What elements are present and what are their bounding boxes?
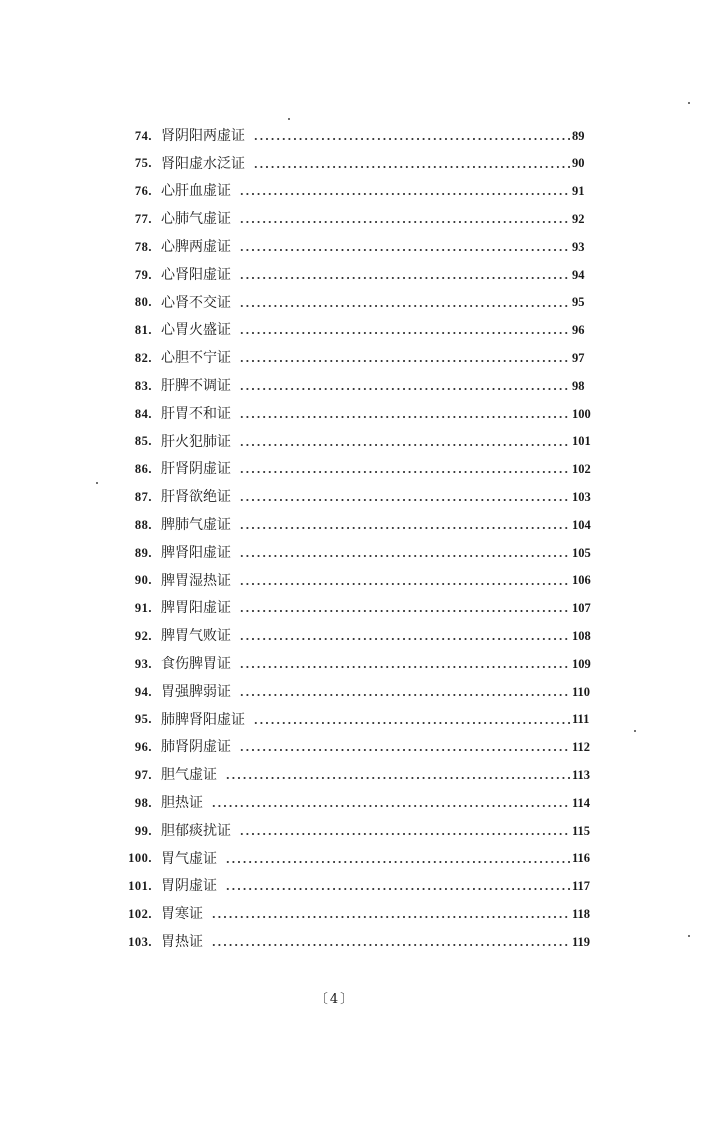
toc-entry: [108, 289, 598, 317]
entry-title: 肝肾欲绝证: [161, 489, 231, 506]
entry-number: 98.: [134, 795, 152, 810]
entry-number: 80.: [134, 295, 152, 310]
entry-number: 92.: [134, 628, 152, 643]
toc-entry: [108, 150, 598, 178]
entry-page-number: 95: [572, 295, 585, 310]
entry-number: 81.: [134, 323, 152, 338]
dot-leader: [253, 129, 570, 143]
scan-speck: [688, 102, 690, 104]
dot-leader: [253, 157, 570, 171]
entry-page-number: 96: [572, 323, 585, 338]
dot-leader: [239, 546, 570, 560]
toc-entry: [108, 372, 598, 400]
toc-entry: [108, 178, 598, 206]
entry-title: 胆郁痰扰证: [161, 822, 231, 839]
dot-leader: [239, 490, 570, 504]
dot-leader: [239, 824, 570, 838]
entry-number: 89.: [134, 545, 152, 560]
toc-entry: [108, 845, 598, 873]
entry-page-number: 115: [572, 823, 591, 838]
entry-title: 胃热证: [161, 934, 203, 950]
scan-speck: [688, 935, 690, 937]
scan-speck: [96, 482, 98, 484]
entry-title: 脾肺气虚证: [161, 517, 231, 534]
entry-number: 83.: [134, 378, 152, 393]
entry-page-number: 91: [572, 184, 585, 199]
entry-number: 94.: [134, 684, 152, 699]
toc-entry: [108, 678, 598, 706]
entry-number: 79.: [134, 267, 152, 282]
entry-title: 肝火犯肺证: [161, 433, 231, 450]
scan-speck: [288, 118, 290, 120]
dot-leader: [239, 323, 570, 337]
toc-entry: [108, 567, 598, 595]
entry-title: 胆气虚证: [161, 767, 217, 784]
dot-leader: [239, 574, 570, 588]
entry-number: 90.: [134, 573, 152, 588]
toc-entry: [108, 734, 598, 762]
entry-page-number: 104: [572, 517, 591, 532]
entry-number: 99.: [134, 823, 152, 838]
entry-page-number: 100: [572, 406, 591, 421]
entry-title: 心肾阳虚证: [161, 266, 231, 283]
dot-leader: [239, 407, 570, 421]
entry-number: 101.: [128, 879, 152, 894]
entry-page-number: 101: [572, 434, 591, 449]
entry-title: 食伤脾胃证: [161, 656, 231, 673]
toc-entry: [108, 122, 598, 150]
entry-title: 心脾两虚证: [161, 239, 231, 256]
dot-leader: [211, 935, 570, 949]
entry-page-number: 107: [572, 601, 591, 616]
toc-entry: [108, 706, 598, 734]
entry-number: 88.: [134, 517, 152, 532]
dot-leader: [239, 685, 570, 699]
dot-leader: [239, 351, 570, 365]
entry-page-number: 93: [572, 239, 585, 254]
entry-number: 75.: [134, 156, 152, 171]
toc-entry: [108, 595, 598, 623]
dot-leader: [239, 268, 570, 282]
entry-number: 82.: [134, 351, 152, 366]
toc-entry: [108, 400, 598, 428]
entry-number: 91.: [134, 601, 152, 616]
entry-page-number: 119: [572, 934, 591, 949]
entry-title: 心胆不宁证: [161, 350, 231, 367]
toc-entry: [108, 456, 598, 484]
entry-number: 103.: [128, 934, 152, 949]
dot-leader: [239, 184, 570, 198]
entry-page-number: 110: [572, 684, 591, 699]
toc-entry: [108, 261, 598, 289]
toc-entry: [108, 317, 598, 345]
dot-leader: [239, 296, 570, 310]
toc-entry: [108, 900, 598, 928]
entry-title: 胃寒证: [161, 906, 203, 923]
entry-number: 100.: [128, 851, 152, 866]
toc-entry: [108, 344, 598, 372]
dot-leader: [211, 907, 570, 921]
toc-entry: [108, 789, 598, 817]
entry-title: 心胃火盛证: [161, 322, 231, 339]
table-of-contents: [108, 122, 598, 956]
entry-number: 95.: [134, 712, 152, 727]
dot-leader: [239, 518, 570, 532]
entry-page-number: 112: [572, 740, 591, 755]
toc-entry: [108, 622, 598, 650]
dot-leader: [239, 462, 570, 476]
entry-title: 肾阴阳两虚证: [161, 127, 245, 144]
page-number: 〔4〕: [314, 992, 356, 1007]
toc-entry: [108, 817, 598, 845]
entry-title: 脾肾阳虚证: [161, 544, 231, 561]
entry-number: 77.: [134, 212, 152, 227]
entry-title: 心肝血虚证: [161, 183, 231, 200]
entry-page-number: 94: [572, 267, 585, 282]
entry-number: 76.: [134, 184, 152, 199]
toc-entry: [108, 650, 598, 678]
dot-leader: [225, 879, 570, 893]
entry-page-number: 89: [572, 128, 585, 143]
entry-title: 脾胃阳虚证: [161, 600, 231, 617]
entry-page-number: 90: [572, 156, 585, 171]
toc-entry: [108, 511, 598, 539]
entry-title: 脾胃湿热证: [161, 572, 231, 589]
entry-number: 74.: [134, 128, 152, 143]
entry-page-number: 92: [572, 212, 585, 227]
toc-entry: [108, 483, 598, 511]
entry-title: 肺肾阴虚证: [161, 739, 231, 756]
entry-page-number: 113: [572, 767, 591, 782]
entry-page-number: 117: [572, 879, 591, 894]
dot-leader: [239, 629, 570, 643]
entry-title: 心肺气虚证: [161, 211, 231, 228]
entry-page-number: 105: [572, 545, 591, 560]
toc-entry: [108, 873, 598, 901]
dot-leader: [239, 240, 570, 254]
entry-number: 102.: [128, 906, 152, 921]
scan-speck: [634, 730, 636, 732]
dot-leader: [239, 740, 570, 754]
toc-entry: [108, 539, 598, 567]
dot-leader: [211, 796, 570, 810]
entry-title: 肝肾阴虚证: [161, 461, 231, 478]
toc-entry: [108, 928, 598, 956]
dot-leader: [239, 379, 570, 393]
dot-leader: [239, 212, 570, 226]
dot-leader: [225, 852, 570, 866]
entry-title: 肝脾不调证: [161, 378, 231, 395]
entry-title: 心肾不交证: [161, 294, 231, 311]
dot-leader: [239, 435, 570, 449]
entry-page-number: 111: [572, 712, 590, 727]
entry-number: 85.: [134, 434, 152, 449]
entry-page-number: 116: [572, 851, 591, 866]
entry-page-number: 102: [572, 462, 591, 477]
entry-number: 78.: [134, 239, 152, 254]
entry-page-number: 98: [572, 378, 585, 393]
dot-leader: [225, 768, 570, 782]
entry-page-number: 118: [572, 906, 591, 921]
entry-page-number: 106: [572, 573, 591, 588]
entry-number: 93.: [134, 656, 152, 671]
entry-page-number: 108: [572, 628, 591, 643]
toc-entry: [108, 761, 598, 789]
dot-leader: [239, 601, 570, 615]
dot-leader: [239, 657, 570, 671]
toc-entry: [108, 428, 598, 456]
entry-page-number: 114: [572, 795, 591, 810]
toc-entry: [108, 205, 598, 233]
entry-number: 86.: [134, 462, 152, 477]
entry-title: 肺脾肾阳虚证: [161, 711, 245, 728]
entry-title: 胆热证: [161, 795, 203, 812]
entry-number: 87.: [134, 490, 152, 504]
entry-title: 肾阳虚水泛证: [161, 155, 245, 172]
toc-entry: [108, 233, 598, 261]
entry-title: 胃强脾弱证: [161, 683, 231, 700]
entry-title: 胃阴虚证: [161, 878, 217, 895]
entry-title: 肝胃不和证: [161, 405, 231, 422]
entry-page-number: 97: [572, 351, 585, 366]
dot-leader: [253, 713, 570, 727]
entry-title: 脾胃气败证: [161, 628, 231, 645]
entry-number: 97.: [134, 767, 152, 782]
entry-number: 96.: [134, 740, 152, 755]
entry-title: 胃气虚证: [161, 850, 217, 867]
entry-page-number: 103: [572, 490, 591, 504]
entry-page-number: 109: [572, 656, 591, 671]
entry-number: 84.: [134, 406, 152, 421]
